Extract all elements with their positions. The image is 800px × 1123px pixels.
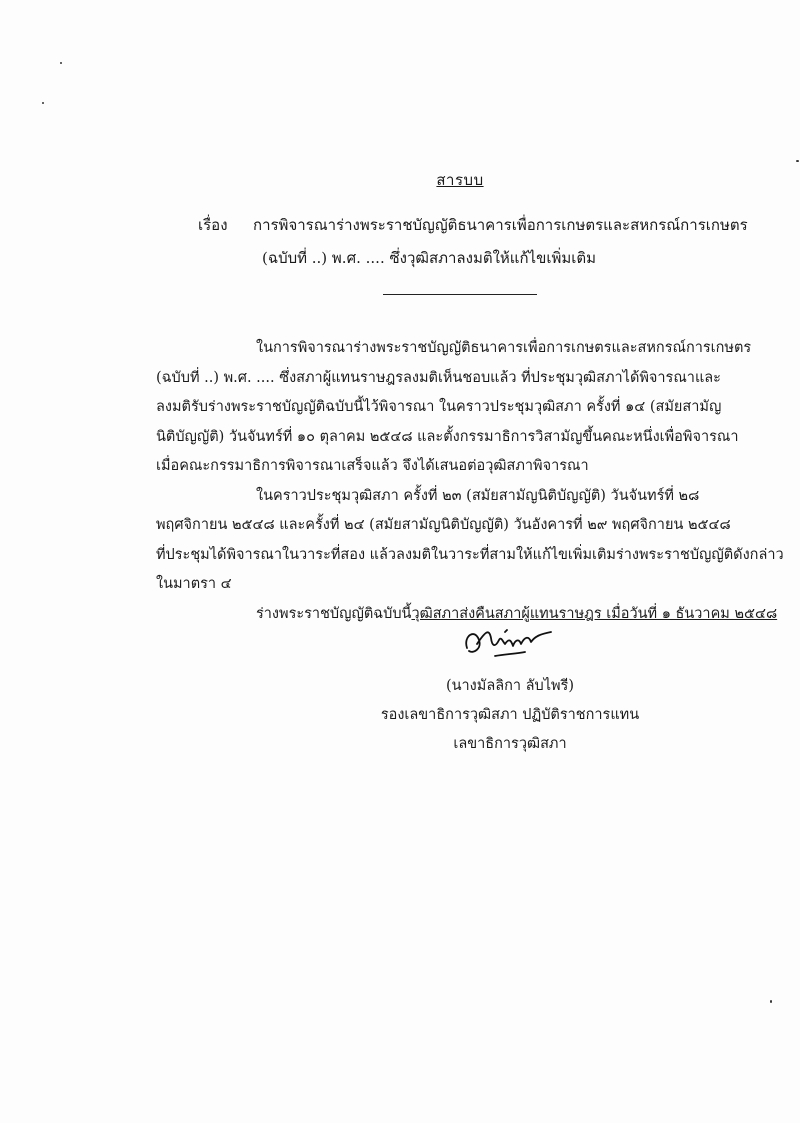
- paragraph-line: ที่ประชุมได้พิจารณาในวาระที่สอง แล้วลงมติในวาระที่สามให้แก้ไขเพิ่มเติมร่างพระราชบัญญัติดังกล่าว: [156, 546, 784, 563]
- paragraph-line: ในคราวประชุมวุฒิสภา ครั้งที่ ๒๓ (สมัยสามัญนิติบัญญัติ) วันจันทร์ที่ ๒๘: [256, 487, 700, 504]
- scan-speck: [770, 1000, 772, 1003]
- signature-block: [360, 618, 660, 759]
- paragraph-3-plain: ร่างพระราชบัญญัติฉบับนี้: [256, 605, 412, 622]
- document-title: สารบบ: [436, 171, 484, 189]
- scan-speck: [796, 160, 799, 162]
- paragraph-line: เมื่อคณะกรรมาธิการพิจารณาเสร็จแล้ว จึงได้เสนอต่อวุฒิสภาพิจารณา: [156, 458, 589, 474]
- scan-speck: [42, 102, 44, 104]
- paragraph-2: [156, 482, 784, 600]
- body-text: [156, 334, 784, 629]
- paragraph-line: พฤศจิกายน ๒๕๔๘ และครั้งที่ ๒๔ (สมัยสามัญนิติบัญญัติ) วันอังคารที่ ๒๙ พฤศจิกายน ๒๕๔๘: [156, 517, 731, 533]
- paragraph-line: (ฉบับที่ ..) พ.ศ. .... ซึ่งสภาผู้แทนราษฎรลงมติเห็นชอบแล้ว ที่ประชุมวุฒิสภาได้พิจารณาและ: [156, 369, 721, 386]
- paragraph-1: [156, 334, 756, 482]
- signatory-position: รองเลขาธิการวุฒิสภา ปฏิบัติราชการแทน: [380, 707, 640, 723]
- subject-block: [198, 209, 758, 275]
- paragraph-line: นิติบัญญัติ) วันจันทร์ที่ ๑๐ ตุลาคม ๒๕๔๘ และตั้งกรรมาธิการวิสามัญขึ้นคณะหนึ่งเพื่อพิจารณา: [156, 428, 739, 445]
- paragraph-line: ในมาตรา ๔: [156, 576, 232, 592]
- scan-speck: [60, 62, 62, 64]
- subject-label: เรื่อง: [198, 216, 228, 234]
- paragraph-line: ลงมติรับร่างพระราชบัญญัติฉบับนี้ไว้พิจารณา ในคราวประชุมวุฒิสภา ครั้งที่ ๑๔ (สมัยสามัญ: [156, 399, 722, 415]
- paragraph-line: ในการพิจารณาร่างพระราชบัญญัติธนาคารเพื่อการเกษตรและสหกรณ์การเกษตร: [256, 340, 752, 356]
- divider-rule: [383, 294, 537, 295]
- handwritten-signature: [455, 618, 565, 666]
- subject-line-2: (ฉบับที่ ..) พ.ศ. .... ซึ่งวุฒิสภาลงมติให้แก้ไขเพิ่มเติม: [262, 249, 596, 267]
- signatory-office: เลขาธิการวุฒิสภา: [453, 736, 567, 752]
- signatory-name: (นางมัลลิกา ลับไพรี): [445, 678, 575, 694]
- paragraph-3-underlined: วุฒิสภาส่งคืนสภาผู้แทนราษฎร เมื่อวันที่ ๑ ธันวาคม ๒๕๔๘: [411, 605, 778, 622]
- subject-line-1: การพิจารณาร่างพระราชบัญญัติธนาคารเพื่อการเกษตรและสหกรณ์การเกษตร: [253, 216, 748, 234]
